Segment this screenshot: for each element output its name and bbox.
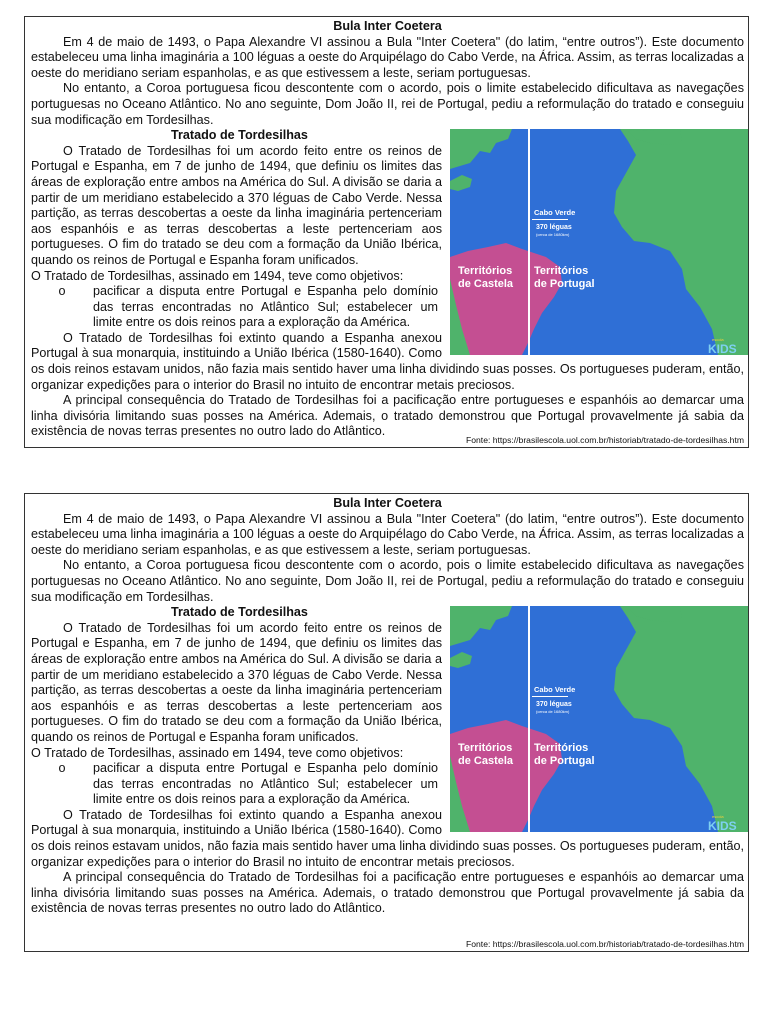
km-label: (cerca de 1680km): [536, 232, 570, 238]
tordesilhas-map: [450, 606, 748, 832]
cabo-verde-label: Cabo Verde: [534, 685, 576, 695]
paragraph-consequencia: A principal consequência do Tratado de Tordesilhas foi a pacificação entre portugueses e espanhóis ao demarcar uma linha divisória limitando suas posses na América. Ademais, o tratado demonstrou que Portugal provavelmente já sabia da existência de novas terras presentes no outro lado do Atlântico.: [31, 393, 744, 439]
kids-logo: KIDS: [708, 819, 737, 833]
worksheet-card-1: [24, 16, 749, 448]
source-citation: Fonte: https://brasilescola.uol.com.br/historiab/tratado-de-tordesilhas.htm: [466, 939, 744, 949]
paragraph-objetivos: O Tratado de Tordesilhas, assinado em 1494, teve como objetivos:: [31, 268, 404, 283]
distance-rule: [532, 219, 568, 220]
paragraph-objetivos: O Tratado de Tordesilhas, assinado em 1494, teve como objetivos:: [31, 745, 404, 760]
tordesilhas-map: [450, 129, 748, 355]
card-title: Bula Inter Coetera: [333, 496, 442, 510]
paragraph-coroa: No entanto, a Coroa portuguesa ficou descontente com o acordo, pois o limite estabelecido dificultava as navegações portuguesas no Oceano Atlântico. No ano seguinte, Dom João II, rei de Portugal, pediu a reformulação do tratado e conseguiu sua modificação em Tordesilhas.: [31, 81, 744, 127]
card-title: Bula Inter Coetera: [333, 19, 442, 33]
castela-label-line1: Territórios: [458, 742, 513, 755]
distance-rule: [532, 696, 568, 697]
paragraph-bula: Em 4 de maio de 1493, o Papa Alexandre VI assinou a Bula "Inter Coetera" (do latim, “entre outros”). Este documento estabeleceu uma linha imaginária a 100 léguas a oeste do Arquipélago do Cabo Verde, na África. Assim, as terras localizadas a oeste do meridiano seriam espanholas, e as que estivessem a leste, seriam portuguesas.: [31, 34, 744, 80]
portugal-label-line2: de Portugal: [534, 755, 595, 768]
tordesilhas-line: [528, 606, 530, 832]
logo-small-text: escola: [712, 814, 724, 820]
leguas-label: 370 léguas: [536, 701, 572, 709]
bullet-mark: o: [58, 761, 66, 776]
paragraph-coroa: No entanto, a Coroa portuguesa ficou descontente com o acordo, pois o limite estabelecido dificultava as navegações portuguesas no Oceano Atlântico. No ano seguinte, Dom João II, rei de Portugal, pediu a reformulação do tratado e conseguiu sua modificação em Tordesilhas.: [31, 558, 744, 604]
map-graphic: [450, 606, 748, 832]
paragraph-bula: Em 4 de maio de 1493, o Papa Alexandre VI assinou a Bula "Inter Coetera" (do latim, “entre outros”). Este documento estabeleceu uma linha imaginária a 100 léguas a oeste do Arquipélago do Cabo Verde, na África. Assim, as terras localizadas a oeste do meridiano seriam espanholas, e as que estivessem a leste, seriam portuguesas.: [31, 511, 744, 557]
leguas-label: 370 léguas: [536, 224, 572, 232]
worksheet-card-2: [24, 493, 749, 952]
objective-text: pacificar a disputa entre Portugal e Espanha pelo domínio das terras encontradas no Atlântico Sul; estabelecer um limite entre os dois reinos para a exploração da América.: [93, 284, 438, 330]
castela-label-line2: de Castela: [458, 755, 514, 768]
paragraph-extinto: O Tratado de Tordesilhas foi extinto quando a Espanha anexou Portugal à sua monarquia, instituindo a União Ibérica (1580-1640). Como os dois reinos estavam unidos, não fazia mais sentido haver uma linha dividindo suas posses. Os portugueses puderam, então, organizar expedições para o interior do Brasil no intuito de encontrar metais preciosos.: [31, 330, 744, 392]
portugal-label-line1: Territórios: [534, 265, 589, 278]
kids-logo: KIDS: [708, 342, 737, 356]
portugal-label-line2: de Portugal: [534, 278, 595, 291]
objective-text: pacificar a disputa entre Portugal e Espanha pelo domínio das terras encontradas no Atlântico Sul; estabelecer um limite entre os dois reinos para a exploração da América.: [93, 761, 438, 807]
cabo-verde-label: Cabo Verde: [534, 208, 576, 218]
section-subtitle: Tratado de Tordesilhas: [171, 128, 308, 143]
castela-label-line1: Territórios: [458, 265, 513, 278]
objective-list-item: [31, 761, 442, 808]
paragraph-consequencia: A principal consequência do Tratado de Tordesilhas foi a pacificação entre portugueses e espanhóis ao demarcar uma linha divisória limitando suas posses na América. Ademais, o tratado demonstrou que Portugal provavelmente já sabia da existência de novas terras presentes no outro lado do Atlântico.: [31, 870, 744, 916]
paragraph-tratado: O Tratado de Tordesilhas foi um acordo feito entre os reinos de Portugal e Espanha, em 7 de junho de 1494, que definiu os limites das áreas de exploração entre ambos na América do Sul. A divisão se daria a partir de um meridiano estabelecido a 370 léguas de Cabo Verde. Nessa partição, as terras descobertas a oeste da linha imaginária pertenceriam aos espanhóis e as terras descobertas a leste pertenceriam aos portugueses. O fim do tratado se deu com a formação da União Ibérica, quando os reinos de Portugal e Espanha foram unificados.: [31, 620, 442, 744]
objective-list-item: [31, 284, 442, 331]
paragraph-extinto: O Tratado de Tordesilhas foi extinto quando a Espanha anexou Portugal à sua monarquia, instituindo a União Ibérica (1580-1640). Como os dois reinos estavam unidos, não fazia mais sentido haver uma linha dividindo suas posses. Os portugueses puderam, então, organizar expedições para o interior do Brasil no intuito de encontrar metais preciosos.: [31, 807, 744, 869]
paragraph-tratado: O Tratado de Tordesilhas foi um acordo feito entre os reinos de Portugal e Espanha, em 7 de junho de 1494, que definiu os limites das áreas de exploração entre ambos na América do Sul. A divisão se daria a partir de um meridiano estabelecido a 370 léguas de Cabo Verde. Nessa partição, as terras descobertas a oeste da linha imaginária pertenceriam aos espanhóis e as terras descobertas a leste pertenceriam aos portugueses. O fim do tratado se deu com a formação da União Ibérica, quando os reinos de Portugal e Espanha foram unificados.: [31, 143, 442, 267]
map-graphic: [450, 129, 748, 355]
tordesilhas-line: [528, 129, 530, 355]
source-citation: Fonte: https://brasilescola.uol.com.br/historiab/tratado-de-tordesilhas.htm: [466, 435, 744, 445]
km-label: (cerca de 1680km): [536, 709, 570, 715]
castela-label-line2: de Castela: [458, 278, 514, 291]
section-subtitle: Tratado de Tordesilhas: [171, 605, 308, 620]
bullet-mark: o: [58, 284, 66, 299]
portugal-label-line1: Territórios: [534, 742, 589, 755]
logo-small-text: escola: [712, 337, 724, 343]
